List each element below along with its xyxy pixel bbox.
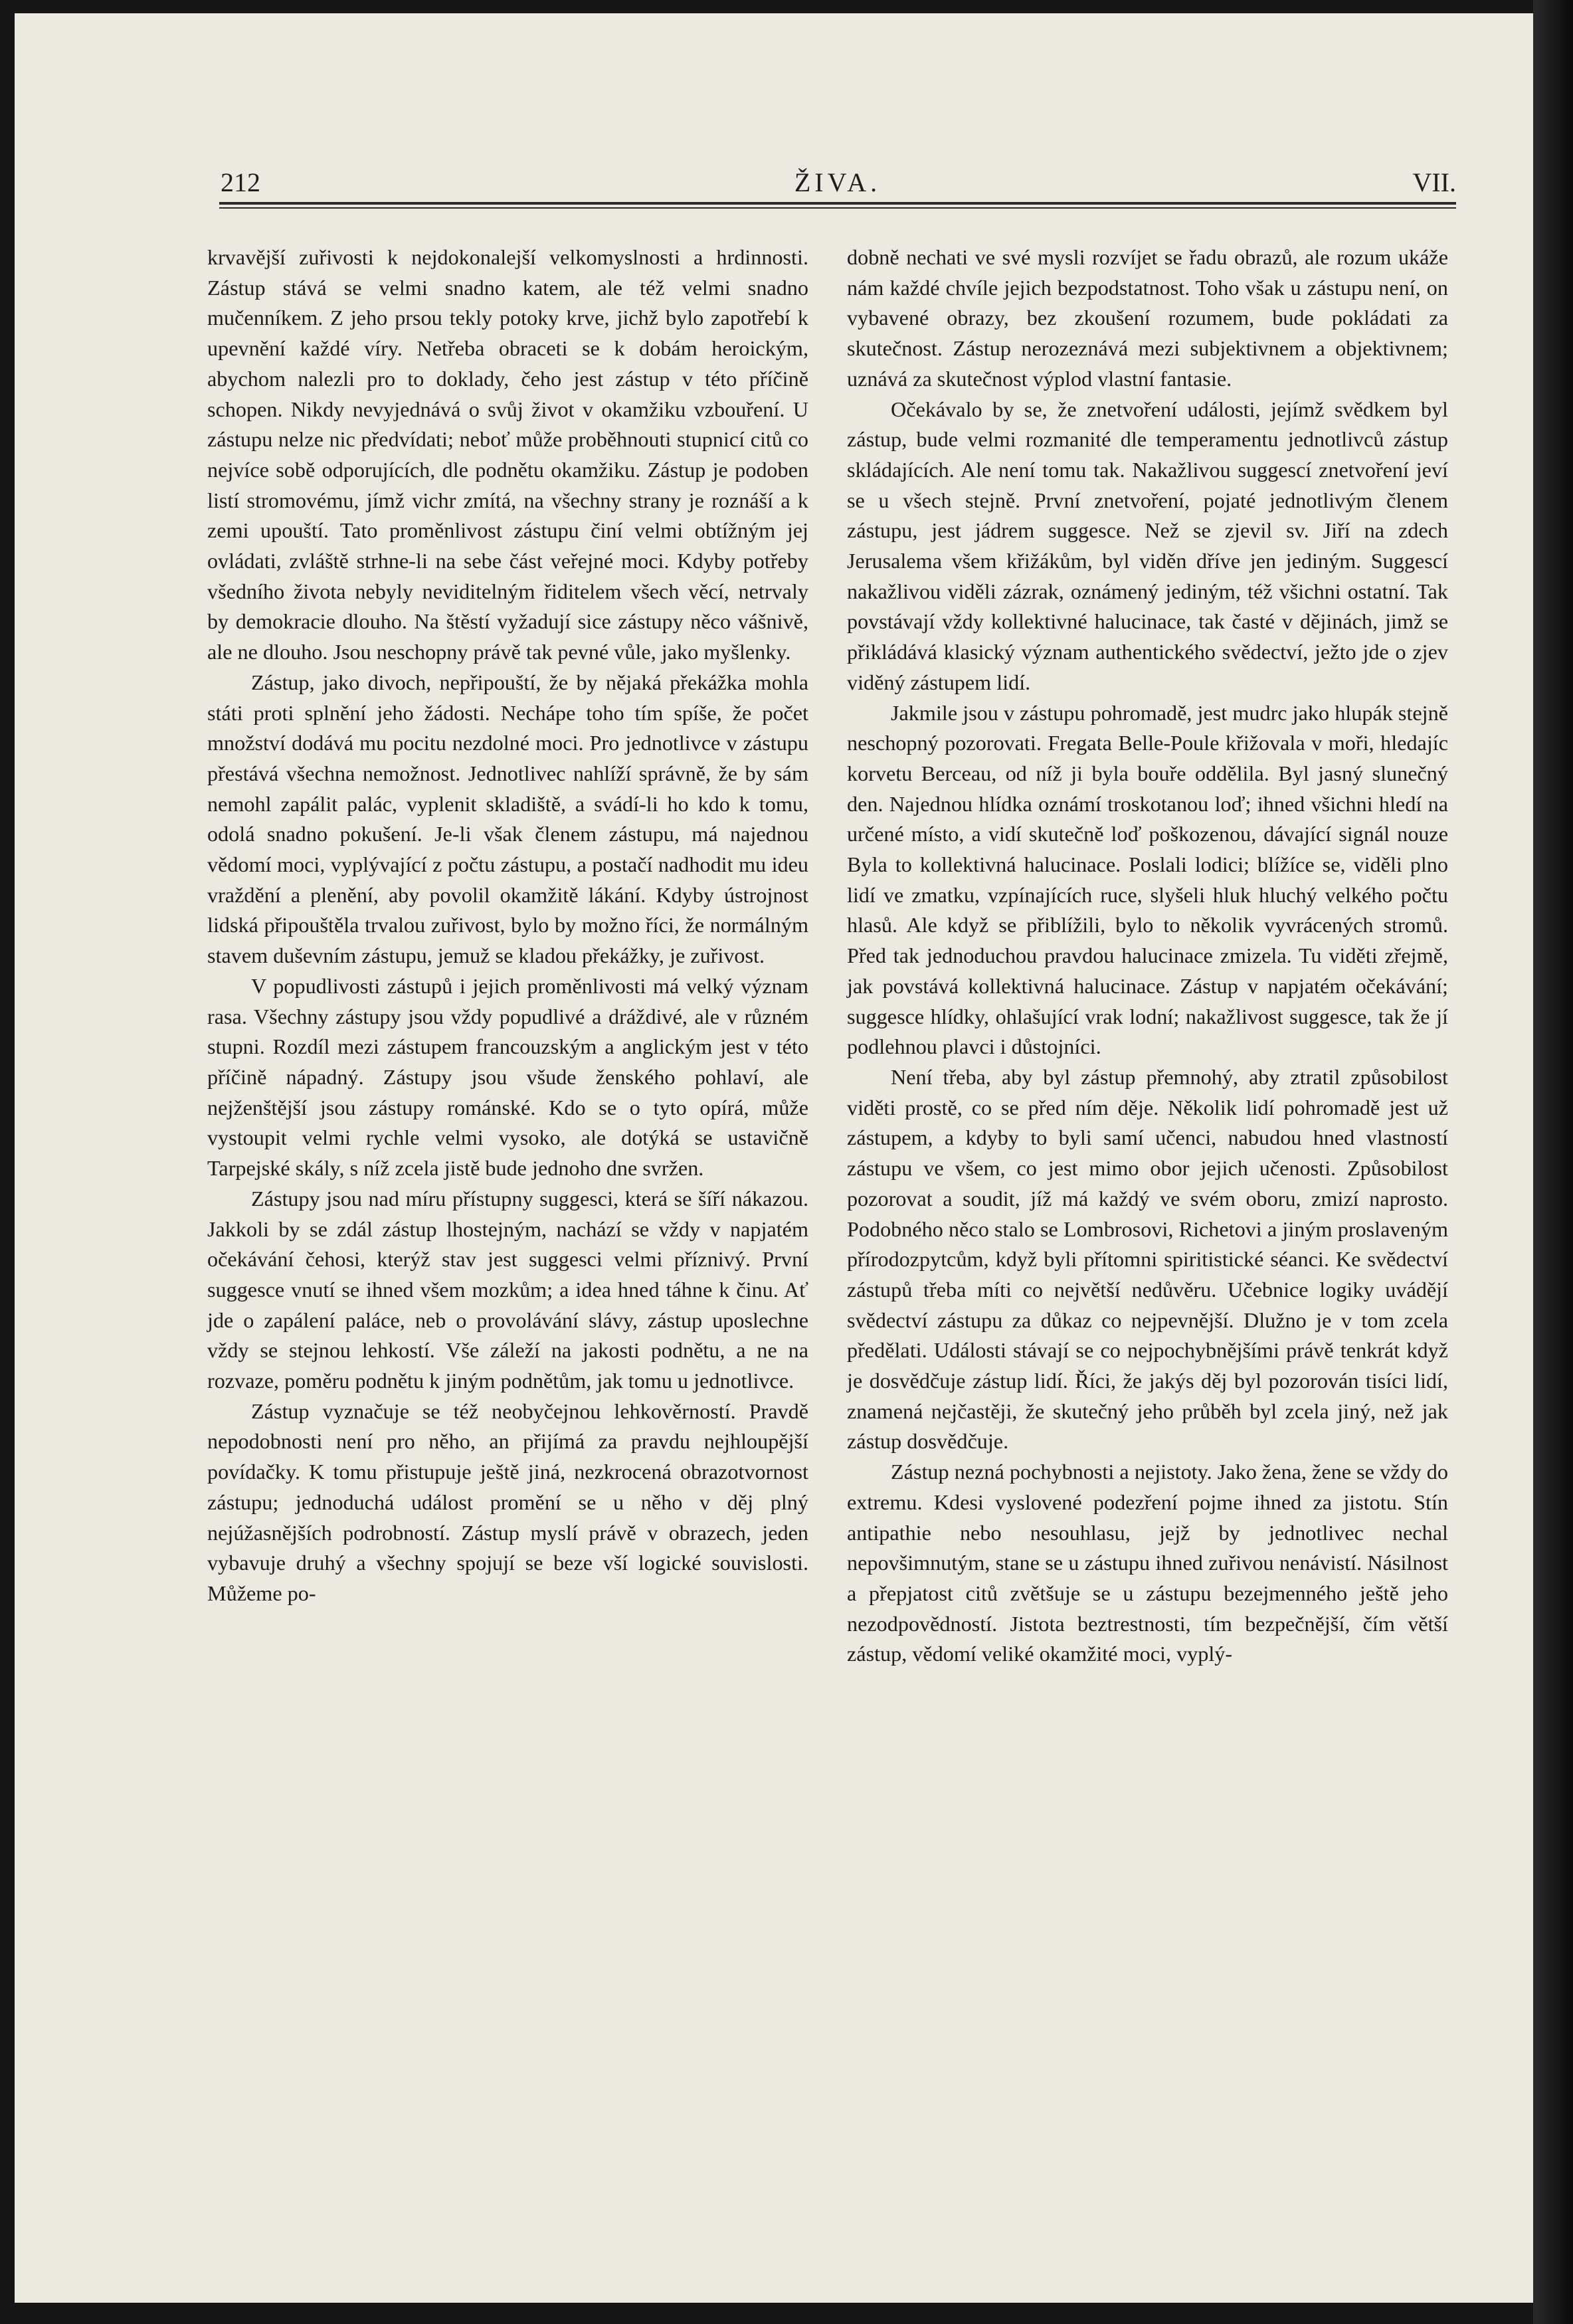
- header-rule: [219, 202, 1456, 205]
- left-column: [207, 242, 808, 1609]
- paragraph: Zástup nezná pochybnosti a nejistoty. Jako žena, žene se vždy do extremu. Kdesi vyslovené podezření pojme ihned za jistotu. Stín antipathie nebo nesouhlasu, jejž by jednotlivec nechal nepovšimnutým, stane se u zástupu ihned zuřivou nenávistí. Násilnost a přepjatost citů zvětšuje se u zástupu bezejmenného ještě jeho nezodpovědností. Jistota beztrestnosti, tím bezpečnější, čím větší zástup, vědomí veliké okamžité moci, vyplý-: [847, 1460, 1448, 1666]
- paragraph: krvavější zuřivosti k nejdokonalejší velkomyslnosti a hrdinnosti. Zástup stává se velmi snadno katem, ale též velmi snadno mučenníkem. Z jeho prsou tekly potoky krve, jichž bylo zapotřebí k upevnění každé víry. Netřeba obraceti se k dobám heroickým, abychom nalezli pro to doklady, čeho jest zástup v této příčině schopen. Nikdy nevyjednává o svůj život v okamžiku vzbouření. U zástupu nelze nic předvídati; neboť může proběhnouti stupnicí citů co nejvíce sobě odporujících, dle podnětu okamžiku. Zástup je podoben listí stromovému, jímž vichr zmítá, na všechny strany je roznáší a k zemi upouští. Tato proměnlivost zástupu činí velmi obtížným jej ovládati, zvláště strhne-li na sebe část veřejné moci. Kdyby potřeby všedního života nebyly neviditelným řiditelem všech věcí, netrvaly by demokracie dlouho. Na štěstí vyžadují sice zástupy něco vášnivě, ale ne dlouho. Jsou neschopny právě tak pevné vůle, jako myšlenky.: [207, 245, 808, 664]
- journal-title: ŽIVA.: [794, 167, 881, 197]
- paragraph: Není třeba, aby byl zástup přemnohý, aby ztratil způsobilost viděti prostě, co se před ním děje. Několik lidí pohromadě jest už zástupem, a kdyby to byli samí učenci, nabudou hned vlastností zástupu ve všem, co jest mimo obor jejich učenosti. Způsobilost pozorovat a soudit, jíž má každý ve svém oboru, zmizí naprosto. Podobného něco stalo se Lombrosovi, Richetovi a jiným proslaveným přírodozpytcům, když byli přítomni spiritistické séanci. Ke svědectví zástupů třeba míti co největší nedůvěru. Učebnice logiky uvádějí svědectví zástupu za důkaz co nejpevnější. Dlužno je v tom zcela předělati. Události stávají se co nejpochybnějšími právě tenkrát když je dosvědčuje zástup lidí. Říci, že jakýs děj byl pozorován tisíci lidí, znamená nejčastěji, že skutečný jeho průběh byl zcela jiný, než jak zástup dosvědčuje.: [847, 1064, 1448, 1454]
- running-header: [219, 163, 1456, 203]
- page-number: 212: [221, 167, 260, 197]
- scan-edge: [1533, 0, 1573, 2324]
- right-column: [847, 242, 1448, 1670]
- paragraph: Očekávalo by se, že znetvoření události, jejímž svědkem byl zástup, bude velmi rozmanité dle temperamentu jednotlivců zástup skládajících. Ale není tomu tak. Nakažlivou suggescí znetvoření jeví se u všech stejně. První znetvoření, pojaté jednotlivým členem zástupu, jest jádrem suggesce. Než se zjevil sv. Jiří na zdech Jerusalema všem křižákům, byl viděn dříve jen jediným. Suggescí nakažlivou viděli zázrak, oznámený jediným, též všichni ostatní. Tak povstávají vždy kollektivné halucinace, tak časté v dějinách, jimž se přikládává klasický význam authentického svědectví, ježto jde o zjev viděný zástupem lidí.: [847, 397, 1448, 694]
- paragraph: Zástup, jako divoch, nepřipouští, že by nějaká překážka mohla státi proti splnění jeho žádosti. Nechápe toho tím spíše, že počet množství dodává mu pocitu nezdolné moci. Pro jednotlivce v zástupu přestává všechna nemožnost. Jednotlivec nahlíží správně, že by sám nemohl zapálit palác, vyplenit skladiště, a svádí-li ho kdo k tomu, odolá snadno pokušení. Je-li však členem zástupu, má najednou vědomí moci, vyplývající z počtu zástupu, a postačí nadhodit mu ideu vraždění a plenění, aby povolil okamžitě lákání. Kdyby ústrojnost lidská připouštěla trvalou zuřivost, bylo by možno říci, že normálným stavem duševním zástupu, jemuž se kladou překážky, je zuřivost.: [207, 670, 808, 968]
- volume-number: VII.: [1412, 167, 1456, 197]
- paragraph: Jakmile jsou v zástupu pohromadě, jest mudrc jako hlupák stejně neschopný pozorovati. Fregata Belle-Poule křižovala v moři, hledajíc korvetu Berceau, od níž ji byla bouře oddělila. Byl jasný slunečný den. Najednou hlídka oznámí troskotanou loď; ihned všichni hledí na určené místo, a vidí skutečně loď poškozenou, dávající signál nouze Byla to kollektivná halucinace. Poslali lodici; blížíce se, viděli plno lidí ve zmatku, vzpínajících ruce, slyšeli hluk hluchý velkého počtu hlasů. Ale když se přiblížili, bylo to několik vyvrácených stromů. Před tak jednoduchou pravdou halucinace zmizela. Tu viděti zřejmě, jak povstává kollektivná halucinace. Zástup v napjatém očekávání; suggesce hlídky, ohlašující vrak lodní; nakažlivost suggesce, tak že jí podlehnou plavci i důstojníci.: [847, 700, 1448, 1059]
- paragraph: dobně nechati ve své mysli rozvíjet se řadu obrazů, ale rozum ukáže nám každé chvíle jejich bezpodstatnost. Toho však u zástupu není, on vybavené obrazy, bez zkoušení rozumem, bude pokládati za skutečnost. Zástup nerozeznává mezi subjektivnem a objektivnem; uznává za skutečnost výplod vlastní fantasie.: [847, 245, 1448, 391]
- paragraph: Zástupy jsou nad míru přístupny suggesci, která se šíří nákazou. Jakkoli by se zdál zástup lhostejným, nachází se vždy v napjatém očekávání čehosi, kterýž stav jest suggesci velmi příznivý. První suggesce vnutí se ihned všem mozkům; a idea hned táhne k činu. Ať jde o zapálení paláce, neb o provolávání slávy, zástup uposlechne vždy se stejnou lehkostí. Vše záleží na jakosti podnětu, a ne na rozvaze, poměru podnětu k jiným podnětům, jak tomu u jednotlivce.: [207, 1186, 808, 1393]
- paragraph: Zástup vyznačuje se též neobyčejnou lehkověrností. Pravdě nepodobnosti není pro něho, an přijímá za pravdu nejhloupější povídačky. K tomu přistupuje ještě jiná, nezkrocená obrazotvornost zástupu; jednoduchá událost promění se u něho v děj plný nejúžasnějších podrobností. Zástup myslí právě v obrazech, jeden vybavuje druhý a všechny spojují se beze vší logické souvislosti. Můžeme po-: [207, 1399, 808, 1605]
- header-rule-thin: [219, 207, 1456, 209]
- paragraph: V popudlivosti zástupů i jejich proměnlivosti má velký význam rasa. Všechny zástupy jsou vždy popudlivé a dráždivé, ale v různém stupni. Rozdíl mezi zástupem francouzským a anglickým jest v této příčině nápadný. Zástupy jsou všude ženského pohlaví, ale nejženštější jsou zástupy románské. Kdo se o tyto opírá, může vystoupit velmi rychle velmi vysoko, ale dotýká se ustavičně Tarpejské skály, s níž zcela jistě bude jednoho dne svržen.: [207, 973, 808, 1181]
